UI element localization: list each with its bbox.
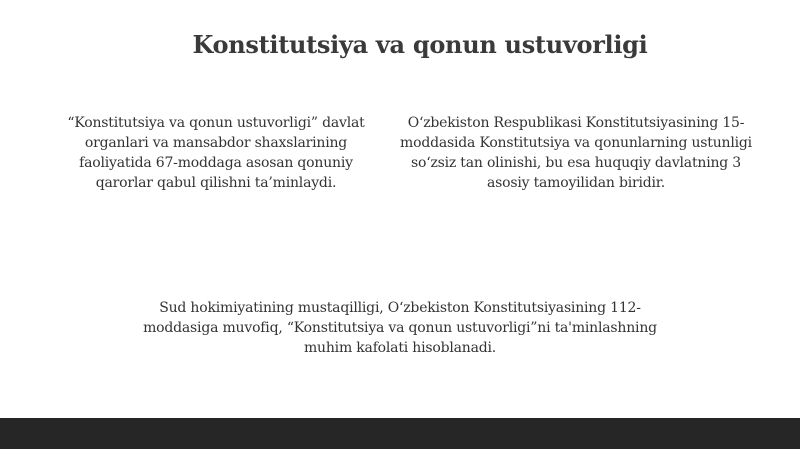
paragraph-left: “Konstitutsiya va qonun ustuvorligi” davlat organlari va mansabdor shaxslarining faoliyatida 67-moddaga asosan qonuniy qarorlar qabul qilishni ta’minlaydi. <box>67 115 365 191</box>
slide-title: Konstitutsiya va qonun ustuvorligi <box>192 30 648 59</box>
paragraph-bottom: Sud hokimiyatining mustaqilligi, O‘zbekiston Konstitutsiyasining 112-moddasiga muvofiq, “Konstitutsiya va qonun ustuvorligi”ni ta'minlashning muhim kafolati hisoblanadi. <box>143 300 657 356</box>
paragraph-right: O‘zbekiston Respublikasi Konstitutsiyasining 15-moddasida Konstitutsiya va qonunlarning ustunligi so‘zsiz tan olinishi, bu esa huquqiy davlatning 3 asosiy tamoyilidan biridir. <box>400 115 752 191</box>
footer-bar <box>0 418 800 449</box>
